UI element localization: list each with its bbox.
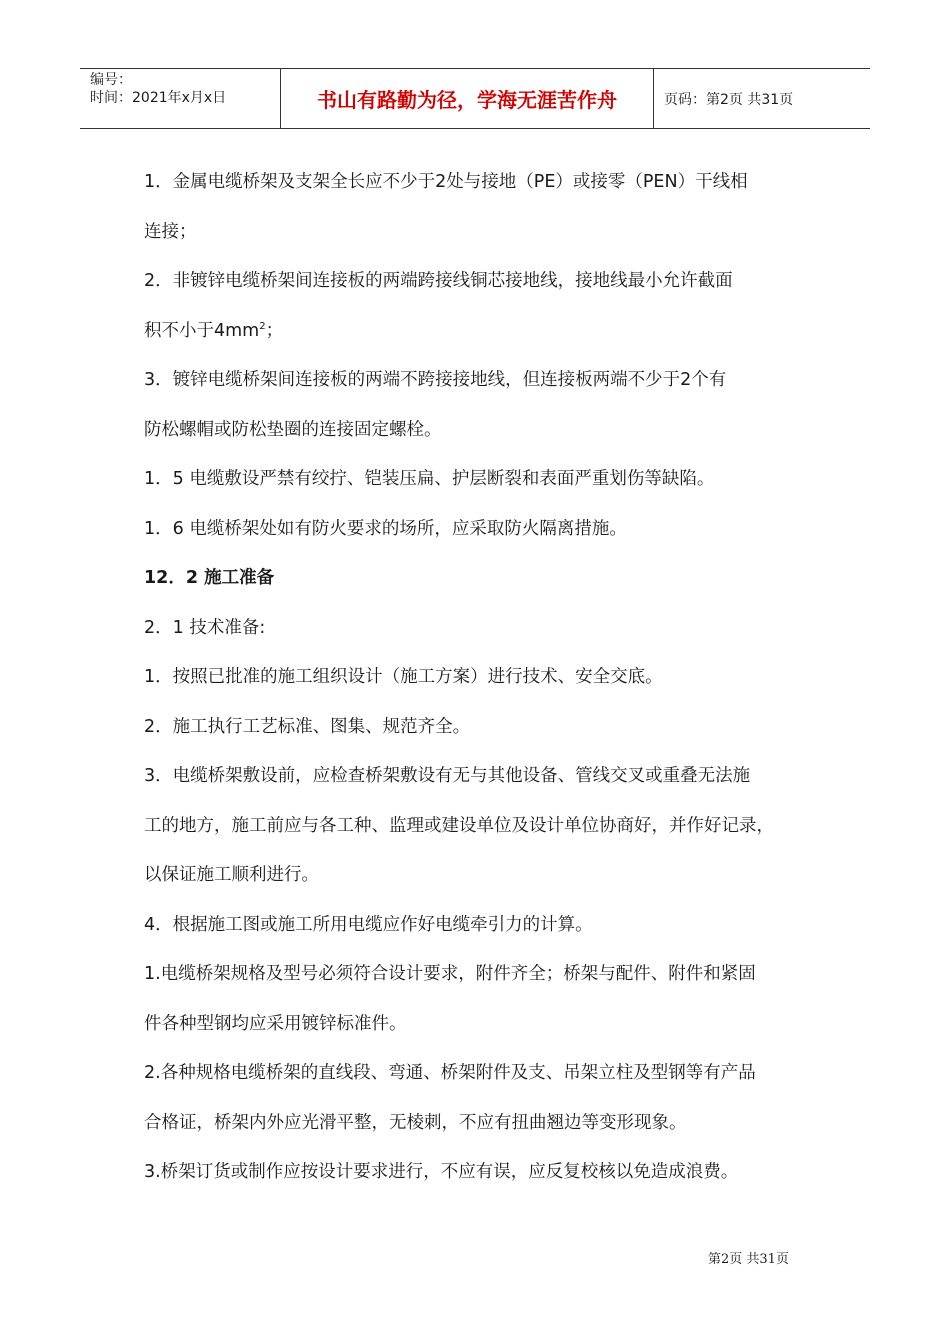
page-footer: 第2页 共31页 [708,1252,789,1267]
paragraph-line: 连接； [144,221,197,242]
paragraph-line: 1．6 电缆桥架处如有防火要求的场所，应采取防火隔离措施。 [144,518,627,539]
paragraph-line: 1．按照已批准的施工组织设计（施工方案）进行技术、安全交底。 [144,667,663,687]
number-label: 编号： [90,72,132,88]
paragraph-line: 1.电缆桥架规格及型号必须符合设计要求，附件齐全；桥架与配件、附件和紧固 [144,964,756,984]
paragraph-line: 1．5 电缆敷设严禁有绞拧、铠装压扁、护层断裂和表面严重划伤等缺陷。 [144,469,715,489]
paragraph-line: 3.桥架订货或制作应按设计要求进行，不应有误，应反复校核以免造成浪费。 [144,1162,739,1182]
subsection-heading: 2．1 技术准备: [144,617,266,638]
paragraph-line [144,307,814,357]
paragraph-line: 3．镀锌电缆桥架间连接板的两端不跨接接地线，但连接板两端不少于2个有 [144,370,727,390]
area-tail: ； [265,320,284,341]
paragraph-line: 2．施工执行工艺标准、图集、规范齐全。 [144,716,471,737]
paragraph-line: 2．非镀锌电缆桥架间连接板的两端跨接线铜芯接地线，接地线最小允许截面 [144,271,733,291]
paragraph-line: 2.各种规格电缆桥架的直线段、弯通、桥架附件及支、吊架立柱及型钢等有产品 [144,1063,756,1083]
header-page-info: 页码：第2页 共31页 [664,91,794,108]
paragraph-line: 合格证，桥架内外应光滑平整，无棱刺，不应有扭曲翘边等变形现象。 [144,1112,687,1133]
paragraph-line: 3．电缆桥架敷设前，应检查桥架敷设有无与其他设备、管线交叉或重叠无法施 [144,766,751,786]
paragraph-line: 防松螺帽或防松垫圈的连接固定螺栓。 [144,419,442,440]
paragraph-line: 1．金属电缆桥架及支架全长应不少于2处与接地（PE）或接零（PEN）干线相 [144,172,748,192]
header-meta [80,69,281,128]
paragraph-line: 工的地方，施工前应与各工种、监理或建设单位及设计单位协商好，并作好记录， [144,815,774,836]
page-header [80,68,870,129]
area-text: 积不小于4mm [144,320,260,341]
header-motto: 书山有路勤为径，学海无涯苦作舟 [281,69,654,128]
time-label: 时间：2021年x月x日 [90,90,227,106]
paragraph-line: 件各种型钢均应采用镀锌标准件。 [144,1013,407,1034]
superscript: 2 [259,320,266,332]
document-body [144,158,814,1198]
paragraph-line: 4．根据施工图或施工所用电缆应作好电缆牵引力的计算。 [144,914,593,935]
section-heading: 12．2 施工准备 [144,568,275,588]
paragraph-line: 以保证施工顺利进行。 [144,865,319,885]
